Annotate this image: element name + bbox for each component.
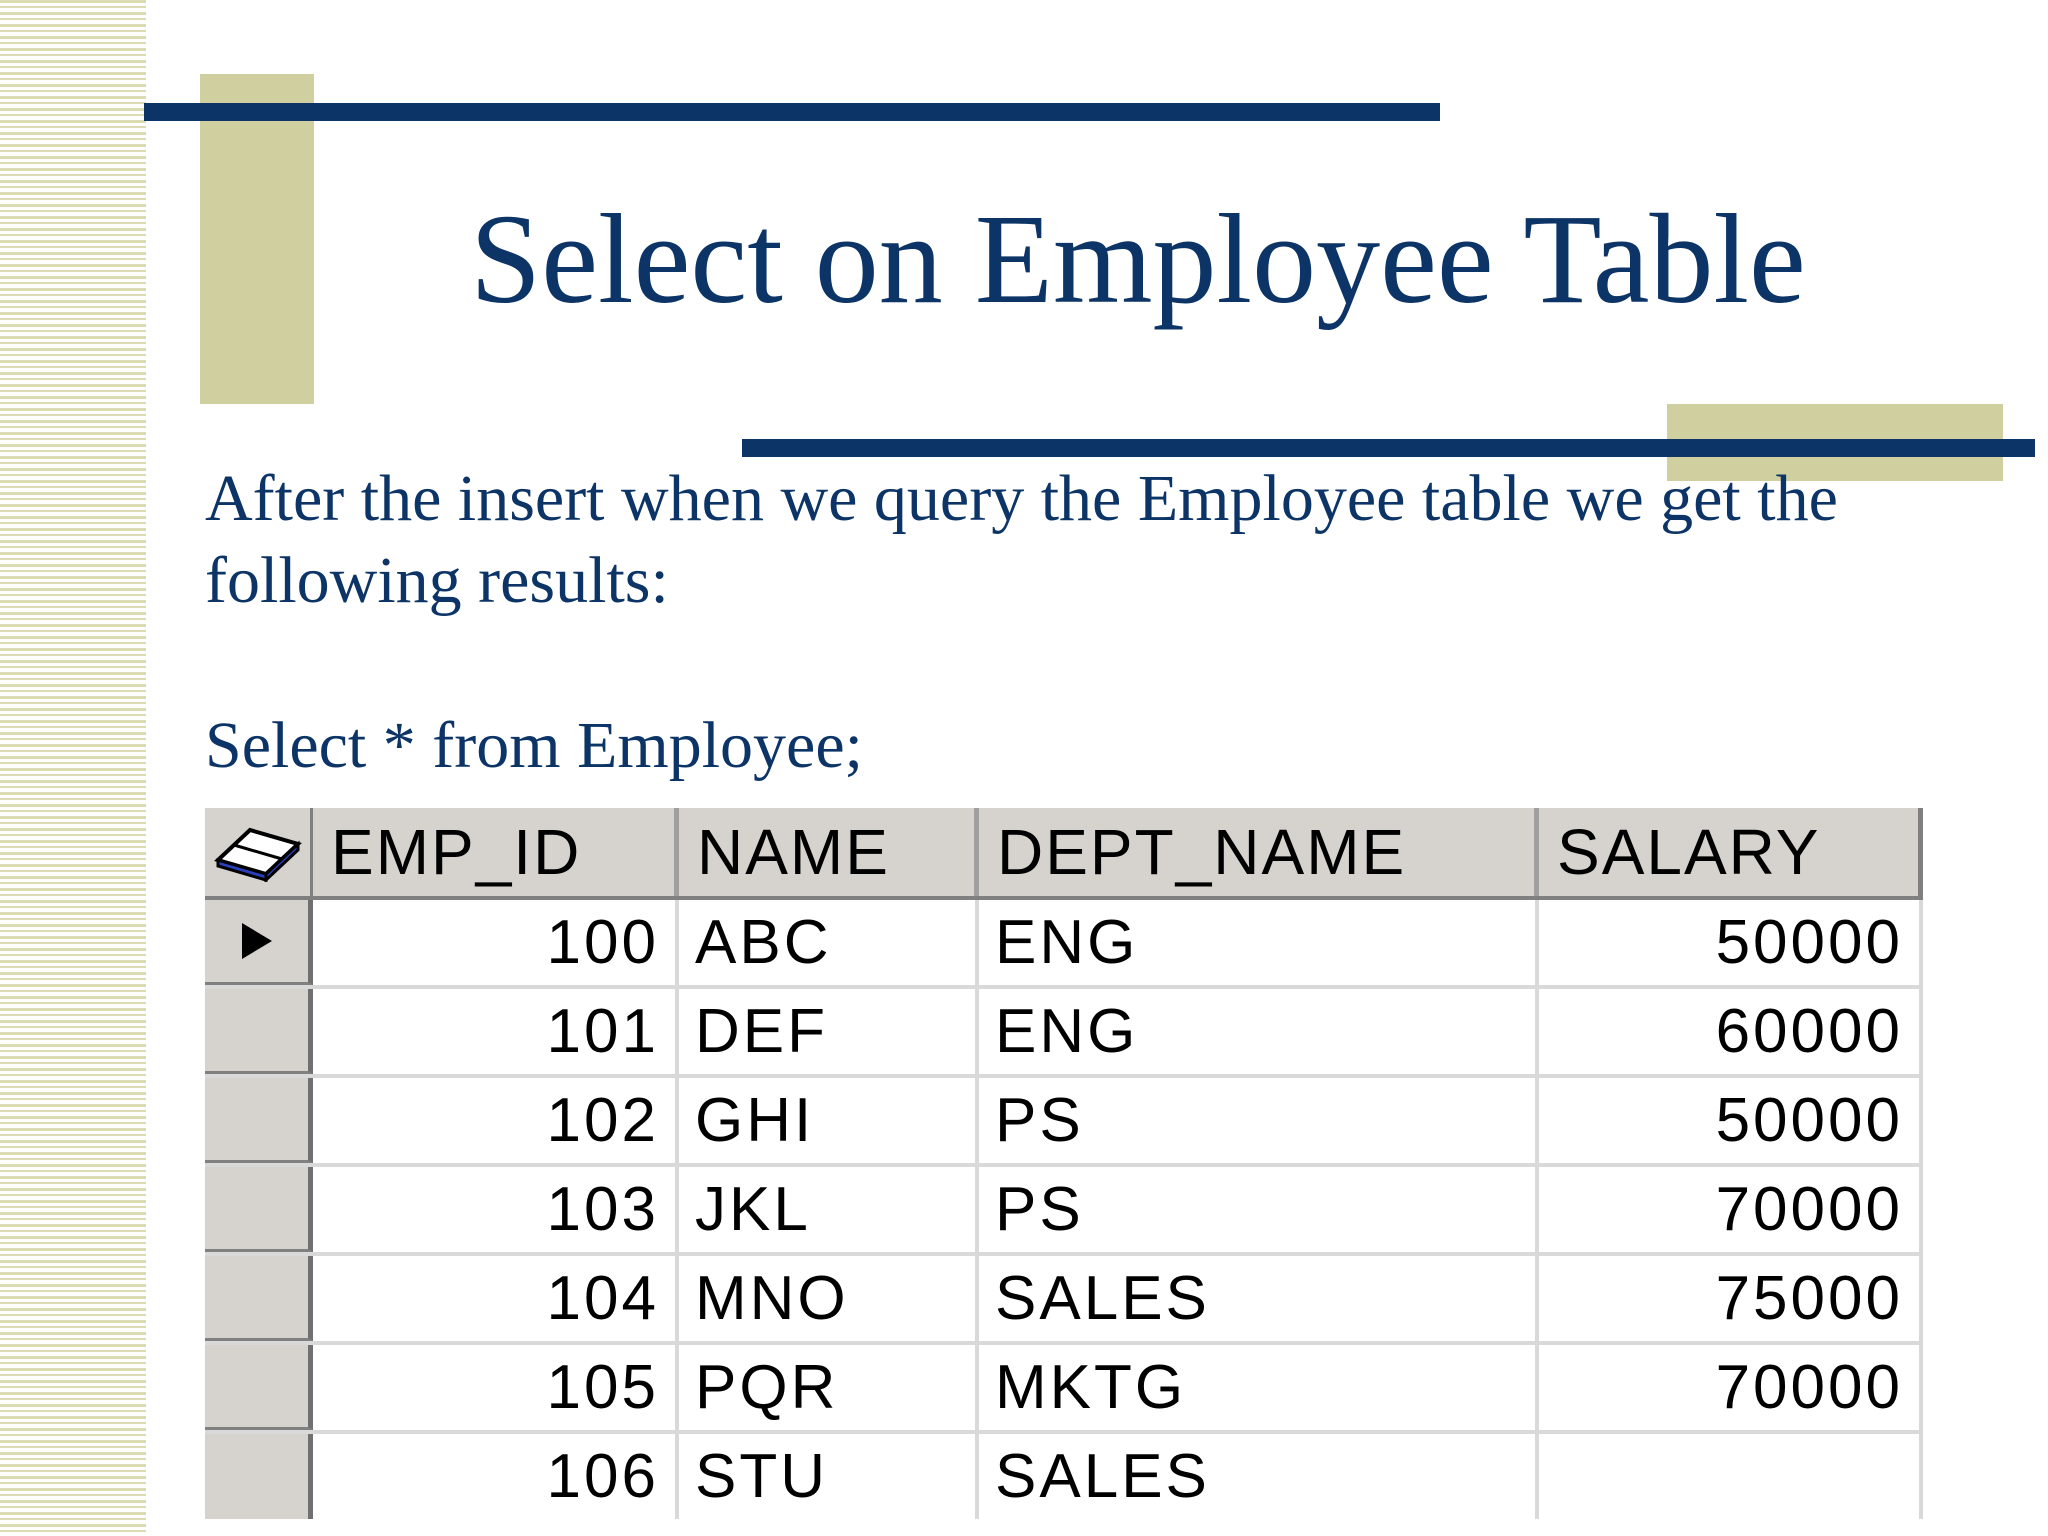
column-header-name[interactable]: NAME	[679, 808, 979, 896]
cell-emp-id[interactable]: 105	[313, 1345, 679, 1430]
title-accent-block	[200, 74, 314, 404]
cell-salary[interactable]: 70000	[1539, 1345, 1923, 1430]
cell-dept-name[interactable]: SALES	[979, 1256, 1539, 1341]
table-row[interactable]	[205, 1434, 1923, 1519]
column-header-emp-id[interactable]: EMP_ID	[313, 808, 679, 896]
cell-emp-id[interactable]: 100	[313, 900, 679, 985]
cell-name[interactable]: GHI	[679, 1078, 979, 1163]
cell-salary[interactable]: 50000	[1539, 1078, 1923, 1163]
cell-salary[interactable]: 75000	[1539, 1256, 1923, 1341]
table-row[interactable]	[205, 989, 1923, 1078]
cell-dept-name[interactable]: PS	[979, 1078, 1539, 1163]
page-title: Select on Employee Table	[470, 188, 1806, 330]
cell-emp-id[interactable]: 102	[313, 1078, 679, 1163]
row-selector[interactable]	[205, 1256, 313, 1341]
cell-salary[interactable]	[1539, 1434, 1923, 1519]
title-rule-top	[144, 103, 1440, 121]
cell-dept-name[interactable]: SALES	[979, 1434, 1539, 1519]
row-selector[interactable]	[205, 989, 313, 1074]
cell-name[interactable]: JKL	[679, 1167, 979, 1252]
cell-emp-id[interactable]: 106	[313, 1434, 679, 1519]
cell-name[interactable]: PQR	[679, 1345, 979, 1430]
grid-header-row	[205, 808, 1923, 900]
column-header-dept-name[interactable]: DEPT_NAME	[979, 808, 1539, 896]
cell-salary[interactable]: 70000	[1539, 1167, 1923, 1252]
cell-dept-name[interactable]: ENG	[979, 900, 1539, 985]
table-icon[interactable]	[205, 808, 313, 896]
table-row[interactable]	[205, 1345, 1923, 1434]
table-row[interactable]	[205, 1078, 1923, 1167]
table-row[interactable]	[205, 1256, 1923, 1345]
decorative-stripes	[0, 0, 146, 1536]
row-selector[interactable]	[205, 1078, 313, 1163]
cell-dept-name[interactable]: ENG	[979, 989, 1539, 1074]
row-selector[interactable]	[205, 1345, 313, 1430]
cell-name[interactable]: DEF	[679, 989, 979, 1074]
cell-name[interactable]: STU	[679, 1434, 979, 1519]
cell-emp-id[interactable]: 103	[313, 1167, 679, 1252]
description-paragraph: After the insert when we query the Employee table we get the following results:	[205, 462, 1838, 617]
row-pointer-icon	[242, 923, 272, 959]
cell-dept-name[interactable]: PS	[979, 1167, 1539, 1252]
cell-emp-id[interactable]: 101	[313, 989, 679, 1074]
cell-emp-id[interactable]: 104	[313, 1256, 679, 1341]
sql-query: Select * from Employee;	[205, 709, 863, 782]
table-row[interactable]	[205, 1167, 1923, 1256]
row-selector[interactable]	[205, 900, 313, 985]
table-row[interactable]	[205, 900, 1923, 989]
cell-name[interactable]: ABC	[679, 900, 979, 985]
title-rule-bottom	[742, 439, 2035, 457]
row-selector[interactable]	[205, 1434, 313, 1519]
cell-name[interactable]: MNO	[679, 1256, 979, 1341]
cell-salary[interactable]: 60000	[1539, 989, 1923, 1074]
cell-dept-name[interactable]: MKTG	[979, 1345, 1539, 1430]
row-selector[interactable]	[205, 1167, 313, 1252]
column-header-salary[interactable]: SALARY	[1539, 808, 1923, 896]
results-grid	[205, 808, 1923, 1519]
cell-salary[interactable]: 50000	[1539, 900, 1923, 985]
